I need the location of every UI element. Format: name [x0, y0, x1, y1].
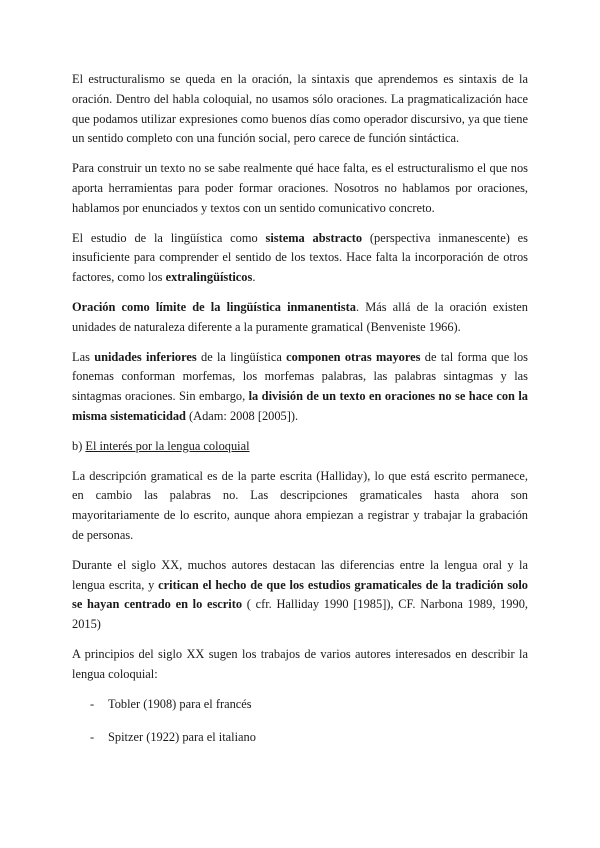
bold-term-criticism: critican el hecho de que los estudios gramaticales de la tradición solo se hayan centrado en lo escrito: [72, 577, 528, 612]
paragraph-units: [72, 348, 528, 427]
paragraph-grammatical-description: La descripción gramatical es de la parte escrita (Halliday), lo que está escrito permanece, en cambio las palabras no. Las descripciones gramaticales hasta ahora son mayoritariamente de lo escrito, aunque ahora empiezan a registrar y trabajar la grabación de personas.: [72, 468, 528, 542]
bold-term-abstract-system: sistema abstracto: [265, 230, 363, 245]
section-heading-title: El interés por la lengua coloquial: [85, 438, 250, 453]
text-span: de la lingüística: [196, 349, 287, 364]
paragraph-abstract-system: [72, 229, 528, 288]
bold-term-compose-larger: componen otras mayores: [286, 349, 421, 364]
list-marker: -: [90, 696, 95, 711]
list-marker: -: [90, 730, 95, 745]
paragraph-sentence-limit: [72, 298, 528, 338]
bold-term-lower-units: unidades inferiores: [94, 349, 197, 364]
bold-term-sentence-limit: Oración como límite de la lingüística inmanentista: [72, 299, 356, 314]
text-span: (perspectiva inmanescente) es insuficiente para comprender el sentido de los textos. Hace falta la incorporación de otros factores, como los: [72, 230, 528, 285]
text-span: El estudio de la lingüística como: [72, 230, 266, 245]
paragraph-text-construction: Para construir un texto no se sabe realmente qué hace falta, es el estructuralismo el que nos aporta herramientas para poder formar oraciones. Nosotros no hablamos por oraciones, hablamos por enunciados y textos con un sentido comunicativo concreto.: [72, 161, 528, 215]
list-item: [72, 695, 528, 715]
text-span: de tal forma que los fonemas conforman morfemas, los morfemas palabras, las palabras sintagmas y las sintagmas oraciones. Sin embargo,: [72, 349, 528, 404]
text-span: ( cfr. Halliday 1990 [1985]), CF. Narbona 1989, 1990, 2015): [72, 597, 528, 632]
paragraph-twentieth-century: [72, 556, 528, 635]
document-page: [72, 70, 528, 762]
author-list: [72, 695, 528, 749]
bold-term-division: la división de un texto en oraciones no se hace con la misma sistematicidad: [72, 389, 528, 423]
text-span: Durante el siglo XX, muchos autores destacan las diferencias entre la lengua oral y la lengua escrita, y: [72, 557, 528, 592]
list-item: [72, 728, 528, 748]
section-heading-prefix: b): [72, 438, 86, 453]
paragraph-early-century: A principios del siglo XX sugen los trabajos de varios autores interesados en describir la lengua coloquial:: [72, 646, 528, 681]
text-span: (Adam: 2008 [2005]).: [185, 408, 299, 423]
list-item-text: Tobler (1908) para el francés: [108, 696, 252, 711]
section-heading: [72, 437, 528, 457]
text-span: Las: [72, 349, 95, 364]
list-item-text: Spitzer (1922) para el italiano: [108, 730, 256, 745]
text-span: .: [252, 270, 256, 285]
text-span: . Más allá de la oración existen unidades de naturaleza diferente a la puramente gramatical (Benveniste 1966).: [72, 299, 528, 334]
bold-term-extralinguistic: extralingüísticos: [165, 270, 253, 285]
paragraph-structuralism: El estructuralismo se queda en la oración, la sintaxis que aprendemos es sintaxis de la oración. Dentro del habla coloquial, no usamos sólo oraciones. La pragmaticalización hace que podamos utilizar expresiones como buenos días como operador discursivo, ya que tiene un sentido completo con una función social, pero carece de función sintáctica.: [72, 72, 528, 146]
